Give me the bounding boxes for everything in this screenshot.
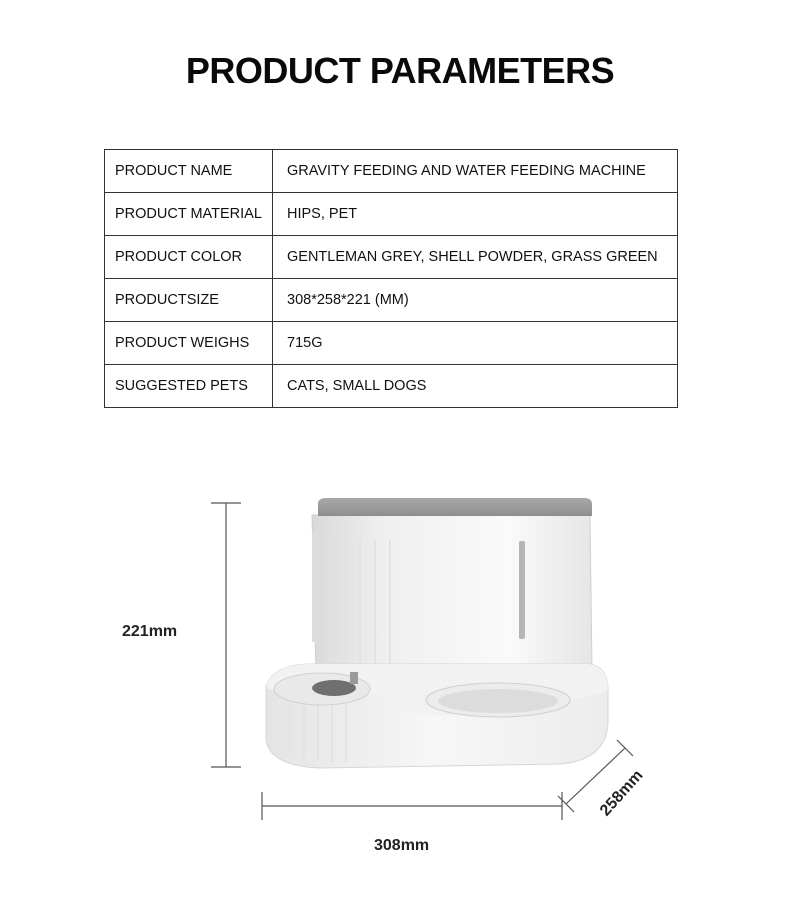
param-label: PRODUCT WEIGHS	[105, 322, 273, 365]
param-label: PRODUCT MATERIAL	[105, 193, 273, 236]
param-label: PRODUCT COLOR	[105, 236, 273, 279]
reservoir-lid	[318, 498, 592, 516]
param-value: 308*258*221 (MM)	[273, 279, 678, 322]
param-value: HIPS, PET	[273, 193, 678, 236]
param-value: GRAVITY FEEDING AND WATER FEEDING MACHINE	[273, 150, 678, 193]
page-title: PRODUCT PARAMETERS	[185, 50, 615, 91]
water-bowl	[426, 683, 570, 717]
width-label: 308mm	[374, 837, 430, 854]
param-value: CATS, SMALL DOGS	[273, 365, 678, 408]
depth-label: 258mm	[597, 767, 647, 820]
param-label: PRODUCTSIZE	[105, 279, 273, 322]
height-label: 221mm	[122, 623, 178, 640]
width-dimension-line	[262, 792, 562, 820]
param-label: SUGGESTED PETS	[105, 365, 273, 408]
water-window	[519, 541, 525, 639]
param-label: PRODUCT NAME	[105, 150, 273, 193]
height-dimension-line	[211, 503, 241, 767]
reservoir-body	[312, 515, 592, 670]
param-value: 715G	[273, 322, 678, 365]
param-value: GENTLEMAN GREY, SHELL POWDER, GRASS GREEN	[273, 236, 678, 279]
